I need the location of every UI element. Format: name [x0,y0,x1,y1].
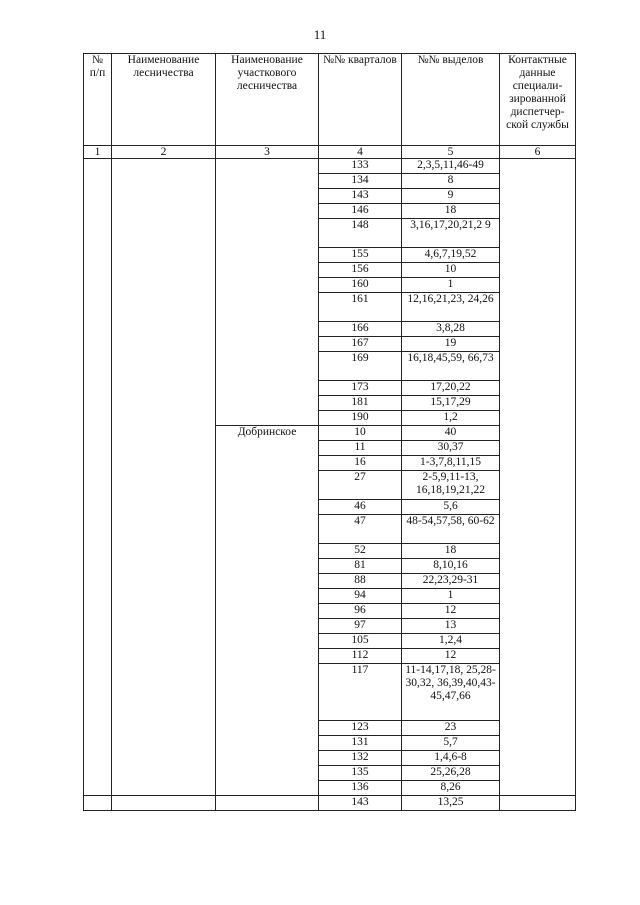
cell-quarter: 97 [319,619,402,634]
cell-quarter: 135 [319,766,402,781]
cell-allotments: 1 [402,589,500,604]
cell-allotments: 5,7 [402,736,500,751]
cell-quarter: 155 [319,248,402,263]
cell-allotments: 8,26 [402,781,500,796]
cell-contacts-empty [500,159,576,796]
cell-allotments: 11-14,17,18, 25,28-30,32, 36,39,40,43- 45,47,66 [402,664,500,721]
cell-quarter: 143 [319,189,402,204]
cell-allotments: 4,6,7,19,52 [402,248,500,263]
cell-quarter: 81 [319,559,402,574]
cell-number-empty [84,796,112,811]
cell-forestry-empty [112,159,216,796]
column-number: 2 [112,146,216,159]
cell-allotments: 25,26,28 [402,766,500,781]
cell-quarter: 52 [319,544,402,559]
cell-quarter: 161 [319,293,402,322]
cell-district-empty [216,159,319,426]
cell-quarter: 160 [319,278,402,293]
cell-allotments: 17,20,22 [402,381,500,396]
cell-quarter: 117 [319,664,402,721]
cell-quarter: 16 [319,456,402,471]
column-number: 4 [319,146,402,159]
cell-allotments: 1,2,4 [402,634,500,649]
cell-allotments: 8 [402,174,500,189]
cell-allotments: 13 [402,619,500,634]
cell-quarter: 166 [319,322,402,337]
cell-allotments: 48-54,57,58, 60-62 [402,515,500,544]
cell-allotments: 3,8,28 [402,322,500,337]
cell-quarter: 169 [319,352,402,381]
cell-forestry-empty [112,796,216,811]
quarters-table [83,53,576,811]
cell-allotments: 1-3,7,8,11,15 [402,456,500,471]
cell-quarter: 47 [319,515,402,544]
cell-allotments: 23 [402,721,500,736]
header-contacts: Контактные данные специали-зированной диспетчер-ской службы [500,54,576,146]
cell-quarter: 132 [319,751,402,766]
cell-quarter: 190 [319,411,402,426]
cell-quarter: 133 [319,159,402,174]
cell-allotments: 8,10,16 [402,559,500,574]
cell-quarter: 46 [319,500,402,515]
cell-allotments: 1,2 [402,411,500,426]
cell-allotments: 5,6 [402,500,500,515]
header-allotments: №№ выделов [402,54,500,146]
cell-quarter: 167 [319,337,402,352]
cell-allotments: 12,16,21,23, 24,26 [402,293,500,322]
cell-quarter: 148 [319,219,402,248]
cell-quarter: 173 [319,381,402,396]
cell-allotments: 12 [402,649,500,664]
column-number: 5 [402,146,500,159]
cell-district-name: Добринское [216,426,319,796]
cell-allotments: 12 [402,604,500,619]
cell-contacts-empty [500,796,576,811]
cell-district-empty [216,796,319,811]
cell-quarter: 134 [319,174,402,189]
cell-allotments: 18 [402,204,500,219]
cell-allotments: 10 [402,263,500,278]
cell-quarter: 112 [319,649,402,664]
column-number: 1 [84,146,112,159]
cell-allotments: 16,18,45,59, 66,73 [402,352,500,381]
cell-quarter: 27 [319,471,402,500]
column-number: 6 [500,146,576,159]
cell-allotments: 13,25 [402,796,500,811]
cell-allotments: 19 [402,337,500,352]
cell-allotments: 22,23,29-31 [402,574,500,589]
cell-quarter: 146 [319,204,402,219]
header-quarters: №№ кварталов [319,54,402,146]
cell-quarter: 88 [319,574,402,589]
cell-allotments: 2-5,9,11-13, 16,18,19,21,22 [402,471,500,500]
cell-quarter: 143 [319,796,402,811]
header-district-forestry: Наименование участкового лесничества [216,54,319,146]
header-number: № п/п [84,54,112,146]
cell-number-empty [84,159,112,796]
cell-allotments: 2,3,5,11,46-49 [402,159,500,174]
cell-quarter: 123 [319,721,402,736]
cell-quarter: 131 [319,736,402,751]
cell-quarter: 156 [319,263,402,278]
cell-quarter: 181 [319,396,402,411]
cell-allotments: 40 [402,426,500,441]
cell-allotments: 1,4,6-8 [402,751,500,766]
column-number: 3 [216,146,319,159]
header-forestry: Наименование лесничества [112,54,216,146]
cell-allotments: 9 [402,189,500,204]
cell-allotments: 30,37 [402,441,500,456]
cell-quarter: 10 [319,426,402,441]
table-row [84,796,576,811]
table-row [84,159,576,174]
cell-allotments: 3,16,17,20,21,2 9 [402,219,500,248]
cell-quarter: 136 [319,781,402,796]
cell-quarter: 96 [319,604,402,619]
cell-allotments: 15,17,29 [402,396,500,411]
cell-quarter: 11 [319,441,402,456]
page-number: 11 [313,27,327,42]
cell-quarter: 105 [319,634,402,649]
cell-allotments: 18 [402,544,500,559]
cell-allotments: 1 [402,278,500,293]
cell-quarter: 94 [319,589,402,604]
